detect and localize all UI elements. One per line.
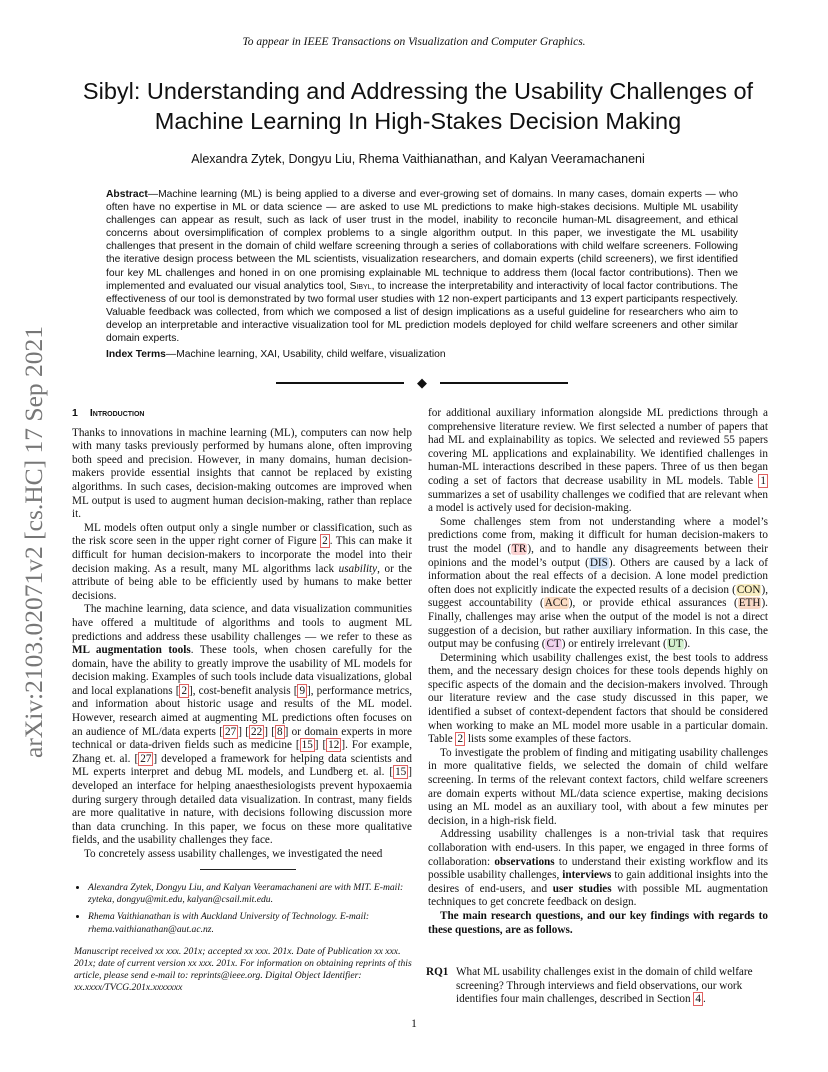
challenge-tag-dis: DIS: [589, 556, 608, 569]
index-terms-label: Index Terms: [106, 349, 166, 360]
text-run: , or the attribute of being able to be efficiently used by humans to make better decisions.: [72, 562, 412, 602]
text-run: ), and to handle any disagreements between their opinions and the model’s output (: [428, 542, 768, 569]
intro-paragraph-7: [428, 652, 768, 747]
abstract-text-2: , to increase the interpretability and interactivity of local factor contributions. The effectiveness of our tool is demonstrated by two formal user studies with 12 non-expert participants and 13 expert participants respectively. Valuable feedback was collected, from which we composed a list of design implications as a useful guideline for researchers who aim to develop an interpretable and interactive visualization tool for ML prediction models deployed for child welfare screeners and other similar domain experts.: [106, 280, 739, 345]
abstract-label: Abstract: [106, 189, 148, 200]
text-run: The main research questions, and our key findings with regards to these questions, are as follows.: [428, 909, 768, 936]
figure-link[interactable]: 2: [322, 535, 328, 548]
intro-paragraph-9: [428, 828, 768, 910]
page-number: 1: [411, 1018, 417, 1030]
research-questions-intro: [428, 910, 768, 937]
text-run: to understand their existing workflow and its possible usability challenges,: [428, 855, 768, 882]
intro-paragraph-1: Thanks to innovations in machine learning (ML), computers can now help with many tasks previously performed by humans alone, often improving both speed and precision. However, in many domains, human decision-makers provide essential insights that cannot be replaced by existing algorithms. In such cases, decision-making outcomes are improved when ML output is used to augment human decision-making, rather than replace it.: [72, 426, 412, 521]
citation-link[interactable]: 12: [328, 739, 340, 752]
section-link[interactable]: 4: [695, 993, 701, 1006]
diamond-ornament-icon: ◆: [417, 375, 427, 390]
section-title: Introduction: [89, 407, 145, 419]
intro-paragraph-3: [72, 603, 412, 848]
text-run: ) or entirely irrelevant (: [561, 638, 667, 651]
term-observations: observations: [494, 855, 555, 868]
text-run: The machine learning, data science, and data visualization communities have offered a multitude of algorithms and tools to augment ML predictions and address these usability challenges — we refer to these as: [72, 603, 412, 643]
sibyl-name: Sibyl: [349, 280, 372, 292]
footnote-rule: [200, 869, 296, 870]
text-run: ] [: [314, 739, 327, 752]
text-run: ]. For example, Zhang et. al. [: [72, 739, 412, 765]
intro-paragraph-8: To investigate the problem of finding and mitigating usability challenges in more qualitative fields, we selected the domain of child welfare screening. In terms of the relevant context factors, child welfare screeners are domain experts without ML/data science expertise, making decisions using an ML model as an auxiliary tool, with about a few minutes per decision, in a high-risk field.: [428, 746, 768, 827]
challenge-tag-acc: ACC: [544, 597, 568, 610]
text-run: ] or domain experts in more technical or data-driven fields such as medicine [: [72, 725, 412, 752]
term-usability: usability: [338, 562, 378, 575]
index-terms: [106, 349, 738, 360]
footnote-affiliation-aut: • Rhema Vaithianathan is with Auckland University of Technology. E-mail: rhema.vaithianathan@aut.ac.nz.: [88, 911, 414, 935]
challenge-tag-con: CON: [736, 583, 761, 596]
section-heading: [72, 407, 412, 421]
research-question-1: [426, 966, 770, 1007]
text-run: ), or provide ethical assurances (: [568, 597, 738, 610]
text-run: ), suggest accountability (: [428, 583, 768, 610]
challenge-tag-tr: TR: [512, 542, 527, 555]
abstract: [106, 188, 738, 345]
term-interviews: interviews: [562, 869, 612, 882]
text-run: ] developed a framework for helping data scientists and ML experts interpret and debug ML models, and Lundberg et. al. [: [72, 752, 412, 779]
intro-paragraph-6: [428, 516, 768, 652]
citation-link[interactable]: 22: [251, 725, 263, 738]
manuscript-note: Manuscript received xx xxx. 201x; accepted xx xxx. 201x. Date of Publication xx xxx. 201x; date of current version xx xxx. 201x. For information on obtaining reprints of this article, please send e-mail to: reprints@ieee.org. Digital Object Identifier: xx.xxxx/TVCG.201x.xxxxxxx: [74, 945, 412, 994]
text-run: ] developed an interface for helping anaesthesiologists prevent hypoxaemia during surgery through detailed data visualization. In contrast, many fields are more qualitative in nature, with decisions following discussion more than data crunching. In this paper, we focus on these more qualitative fields, and the usability challenges they face.: [72, 766, 412, 847]
term-ml-augmentation: ML augmentation tools: [72, 644, 191, 657]
intro-paragraph-2: [72, 522, 412, 604]
text-run: . This can make it difficult for human decision-makers to incorporate the model into their decision making. As a result, many ML algorithms lack: [72, 535, 412, 575]
paper-title: Sibyl: Understanding and Addressing the Usability Challenges of Machine Learning In High-Stakes Decision Making: [82, 78, 754, 134]
divider-line-right: [440, 382, 568, 384]
intro-paragraph-5: [428, 407, 768, 516]
text-run: ).: [683, 638, 691, 651]
text-run: ML models often output only a single number or classification, such as the risk score seen in the upper right corner of Figure: [72, 521, 412, 548]
challenge-tag-eth: ETH: [738, 597, 761, 610]
text-run: lists some examples of these factors.: [465, 733, 632, 746]
text-run: .: [702, 993, 706, 1006]
citation-link[interactable]: 27: [140, 752, 152, 765]
footnotes: [74, 882, 414, 995]
right-column: [428, 407, 768, 937]
abstract-text-1: —Machine learning (ML) is being applied to a diverse and ever-growing set of domains. In many cases, domain experts — who often have no expertise in ML or data science — are asked to use ML predictions to make high-stakes decisions. Multiple ML usability challenges can appear as result, such as lack of user trust in the model, inability to reconcile human-ML disagreement, and ethical concerns about oversimplification of complex problems to a single algorithm output. In this paper, we investigate the ML usability challenges that present in the domain of child welfare screening through a series of collaborations with child welfare screeners. Following the iterative design process between the ML scientists, visualization researchers, and domain experts (child screeners), we first identified four key ML challenges and honed in on one promising explainable ML technique to address them (local factor contributions). Then we implemented and evaluated our visual analytics tool,: [106, 189, 738, 292]
citation-link[interactable]: 2: [181, 684, 188, 697]
text-run: ). Others are caused by a lack of information about the real effects of a decision. A lone model prediction often does not explicitly indicate the expected results of a decision (: [428, 556, 768, 596]
text-run: Addressing usability challenges is a non-trivial task that requires collaboration with end-users. In this paper, we engaged in three forms of collaboration:: [428, 828, 768, 868]
left-column: [72, 407, 412, 862]
text-run: . These tools, when chosen carefully for the domain, have the ability to greatly improve the usability of ML models for decision making. Examples of such tools include data visualizations, global and local explanations [: [72, 644, 413, 697]
challenge-tag-ct: CT: [546, 638, 561, 651]
rq-label: RQ1: [426, 966, 449, 978]
journal-header: To appear in IEEE Transactions on Visualization and Computer Graphics.: [242, 36, 586, 48]
section-divider: [276, 376, 568, 390]
arxiv-identifier[interactable]: arXiv:2103.02071v2 [cs.HC] 17 Sep 2021: [19, 325, 48, 758]
intro-paragraph-4: To concretely assess usability challenges, we investigated the need: [84, 848, 383, 860]
citation-link[interactable]: 15: [301, 739, 313, 752]
text-run: ). Finally, challenges may arise when the output of the model is not a direct suggestion of a decision, but rather auxiliary information. In this case, the output may be confusing (: [428, 597, 768, 651]
challenge-tag-ut: UT: [667, 638, 683, 651]
text-run: ], performance metrics, and information about historic usage and results of the ML model. However, research aimed at augmenting ML predictions often focuses on an audience of ML/data experts [: [72, 684, 412, 738]
rq-text: [456, 966, 770, 1007]
text-run: ] [: [264, 725, 275, 738]
text-run: for additional auxiliary information alongside ML predictions through a comprehensive literature review. We first selected a number of papers that had ML and explainability as topics. We selected and reviewed 55 papers covering ML applications and explainability. We identified challenges in human-ML interactions described in these papers. Three of us then began coding a set of factors that decrease usability in ML models. Table: [428, 407, 768, 487]
citation-link[interactable]: 15: [395, 766, 407, 779]
text-run: summarizes a set of usability challenges we codified that are relevant when a model is actively used for decision-making.: [428, 488, 768, 515]
index-terms-text: —Machine learning, XAI, Usability, child welfare, visualization: [165, 349, 446, 360]
divider-line-left: [276, 382, 404, 384]
text-run: What ML usability challenges exist in the domain of child welfare screening? Through interviews and field observations, our work identifies four main challenges, described in Section: [456, 966, 753, 1006]
table-link[interactable]: 1: [760, 474, 766, 487]
footnote-affiliation-mit: • Alexandra Zytek, Dongyu Liu, and Kalyan Veeramachaneni are with MIT. E-mail: zyteka, dongyu@mit.edu, kalyan@csail.mit.edu.: [88, 882, 414, 906]
section-number: 1: [72, 407, 78, 419]
citation-link[interactable]: 27: [225, 725, 237, 738]
term-user-studies: user studies: [552, 882, 612, 895]
text-run: to gain additional insights into the desires of end-users, and: [428, 869, 768, 895]
author-list: Alexandra Zytek, Dongyu Liu, Rhema Vaithianathan, and Kalyan Veeramachaneni: [191, 152, 645, 166]
text-run: with possible ML augmentation techniques to get concrete feedback on design.: [428, 882, 768, 909]
citation-link[interactable]: 9: [299, 684, 306, 697]
text-run: ] [: [238, 725, 249, 738]
citation-link[interactable]: 8: [277, 725, 283, 738]
text-run: ], cost-benefit analysis [: [189, 684, 298, 697]
table-link[interactable]: 2: [457, 733, 464, 746]
text-run: Determining which usability challenges exist, the best tools to address them, and the necessary design choices for these tools depends highly on specific aspects of the domain and the decision-makers involved. Through our literature review and the case study discussed in this paper, we identified a subset of context-dependent factors that should be considered when working to make an ML model more usable in a particular domain. Table: [428, 651, 768, 746]
text-run: Some challenges stem from not understanding where a model’s predictions come from, making it difficult for human decision-makers to trust the model (: [428, 515, 768, 555]
